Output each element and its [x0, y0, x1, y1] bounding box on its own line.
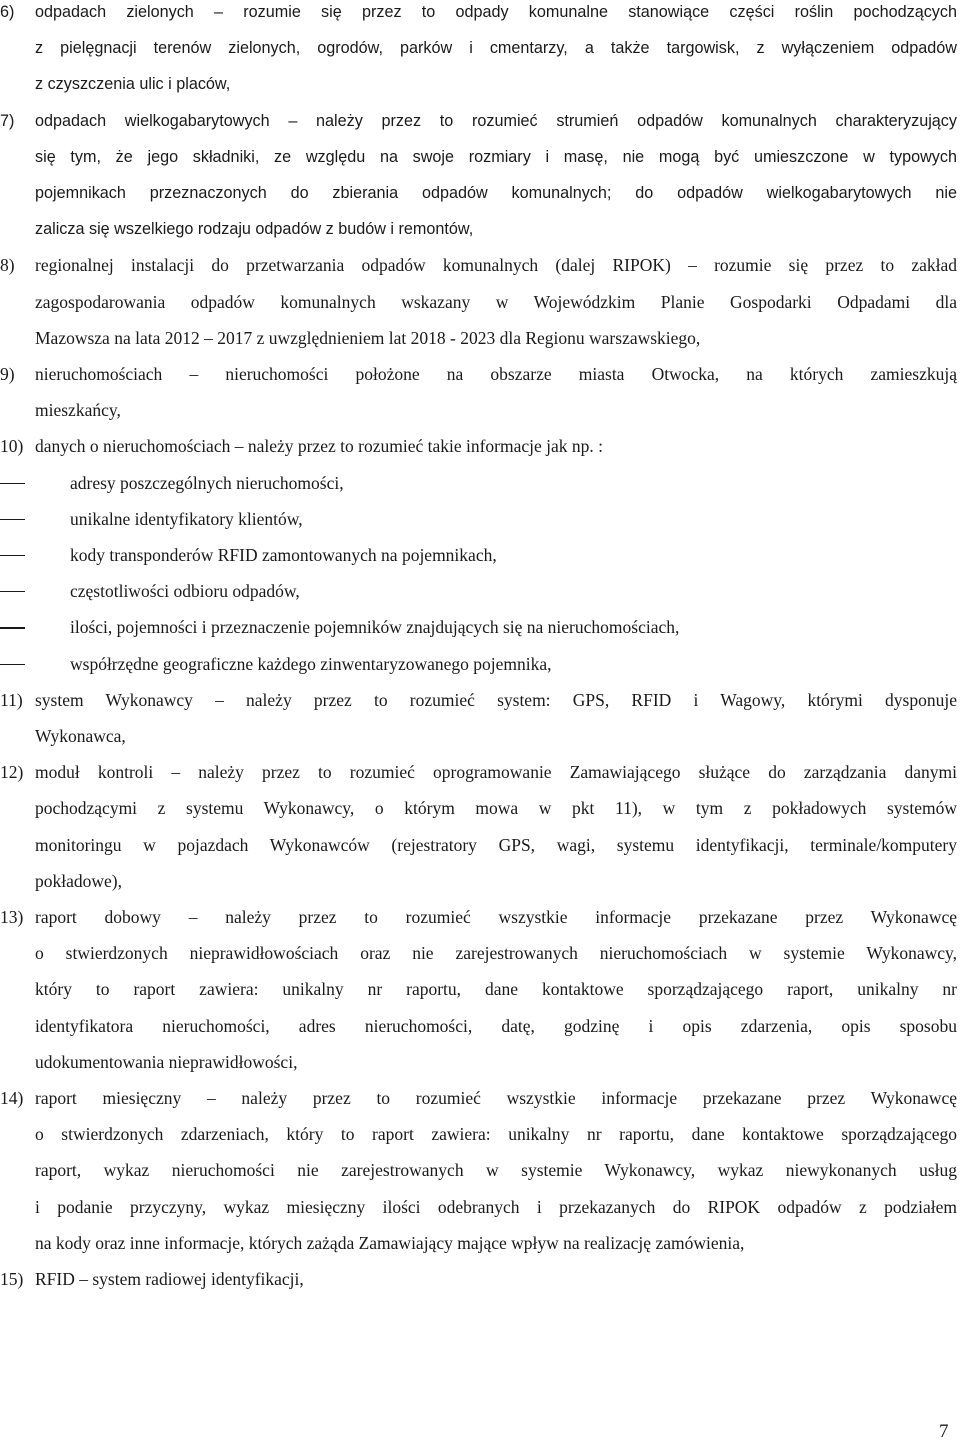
line-text: udokumentowania nieprawidłowości,	[35, 1051, 298, 1072]
item-number: 9)	[0, 364, 15, 384]
bullet-text: częstotliwości odbioru odpadów,	[70, 581, 300, 602]
line-text: Mazowsza na lata 2012 – 2017 z uwzględnieniem lat 2018 - 2023 dla Regionu warszawskiego,	[35, 327, 701, 348]
line-text: monitoringu w pojazdach Wykonawców (rejestratory GPS, wagi, systemu identyfikacji, terminale/komputery	[35, 834, 957, 855]
definition-line	[0, 941, 960, 977]
line-text: pochodzącymi z systemu Wykonawcy, o którym mowa w pkt 11), w tym z pokładowych systemów	[35, 798, 957, 819]
bullet-line	[0, 543, 960, 579]
item-number: 7)	[0, 111, 15, 130]
definition-line	[0, 688, 960, 724]
definition-line	[0, 1050, 960, 1086]
dash-bullet-icon	[0, 555, 25, 556]
definition-line	[0, 362, 960, 398]
line-text: zalicza się wszelkiego rodzaju odpadów z budów i remontów,	[35, 220, 474, 239]
line-text: RFID – system radiowej identyfikacji,	[35, 1269, 304, 1289]
line-text: odpadach zielonych – rozumie się przez to odpady komunalne stanowiące części roślin pochodzących	[35, 3, 957, 21]
definition-line	[0, 181, 960, 217]
line-text: identyfikatora nieruchomości, adres nieruchomości, datę, godzinę i opis zdarzenia, opis sposobu	[35, 1015, 957, 1036]
definition-line	[0, 434, 960, 470]
line-text: raport miesięczny – należy przez to rozumieć wszystkie informacje przekazane przez Wykonawcę	[35, 1088, 957, 1108]
line-text: system Wykonawcy – należy przez to rozumieć system: GPS, RFID i Wagowy, którymi dysponuje	[35, 689, 957, 710]
line-text: danych o nieruchomościach – należy przez to rozumieć takie informacje jak np. :	[35, 436, 604, 457]
line-text: moduł kontroli – należy przez to rozumieć oprogramowanie Zamawiającego służące do zarządzania danymi	[35, 762, 957, 783]
definition-line	[0, 796, 960, 832]
item-number: 11)	[0, 689, 23, 710]
definition-line	[0, 724, 960, 760]
line-text: z pielęgnacji terenów zielonych, ogrodów, parków i cmentarzy, a także targowisk, z wyłączeniem odpadów	[35, 39, 957, 58]
line-text: pokładowe),	[35, 870, 122, 891]
item-number: 14)	[0, 1088, 24, 1108]
line-text: się tym, że jego składniki, ze względu na swoje rozmiary i masę, nie mogą być umieszczone w typowych	[35, 147, 957, 166]
dash-bullet-icon	[0, 591, 25, 592]
definition-line	[0, 1122, 960, 1158]
line-text: pojemnikach przeznaczonych do zbierania odpadów komunalnych; do odpadów wielkogabarytowych nie	[35, 184, 957, 202]
definition-line	[0, 109, 960, 145]
bullet-text: współrzędne geograficzne każdego zinwentaryzowanego pojemnika,	[70, 653, 552, 674]
page-number: 7	[939, 1421, 949, 1442]
line-text: mieszkańcy,	[35, 400, 121, 421]
item-number: 8)	[0, 255, 15, 276]
line-text: raport, wykaz nieruchomości nie zarejestrowanych w systemie Wykonawcy, wykaz niewykonanych usług	[35, 1160, 957, 1181]
bullet-line	[0, 507, 960, 543]
definition-line	[0, 290, 960, 326]
bullet-text: unikalne identyfikatory klientów,	[70, 508, 303, 529]
line-text: na kody oraz inne informacje, których zażąda Zamawiający mające wpływ na realizację zamówienia,	[35, 1232, 745, 1253]
bullet-line	[0, 652, 960, 688]
definition-line	[0, 1014, 960, 1050]
line-text: zagospodarowania odpadów komunalnych wskazany w Wojewódzkim Planie Gospodarki Odpadami dla	[35, 291, 957, 312]
definition-line	[0, 1158, 960, 1194]
line-text: o stwierdzonych zdarzeniach, który to raport zawiera: unikalny nr raportu, dane kontaktowe sporządzającego	[35, 1124, 957, 1145]
definition-line	[0, 1086, 960, 1122]
line-text: o stwierdzonych nieprawidłowościach oraz nie zarejestrowanych nieruchomościach w systemie Wykonawcy,	[35, 943, 957, 964]
item-number: 10)	[0, 436, 24, 457]
dash-bullet-icon	[0, 519, 25, 520]
definition-line	[0, 1231, 960, 1267]
definition-line	[0, 217, 960, 253]
definition-line	[0, 905, 960, 941]
line-text: który to raport zawiera: unikalny nr raportu, dane kontaktowe sporządzającego raport, unikalny nr	[35, 979, 957, 1000]
item-number: 12)	[0, 762, 24, 783]
definition-line	[0, 36, 960, 72]
bullet-line	[0, 471, 960, 507]
definition-line	[0, 0, 960, 36]
line-text: Wykonawca,	[35, 726, 126, 746]
definition-line	[0, 869, 960, 905]
line-text: i podanie przyczyny, wykaz miesięczny ilości odebranych i przekazanych do RIPOK odpadów z podziałem	[35, 1196, 957, 1217]
dash-bullet-icon	[0, 664, 25, 665]
definition-line	[0, 145, 960, 181]
item-number: 15)	[0, 1269, 24, 1289]
definition-line	[0, 833, 960, 869]
dash-bullet-icon	[0, 627, 25, 628]
bullet-text: kody transponderów RFID zamontowanych na pojemnikach,	[70, 545, 497, 565]
dash-bullet-icon	[0, 483, 25, 484]
definition-line	[0, 760, 960, 796]
definition-line	[0, 253, 960, 289]
definition-line	[0, 1195, 960, 1231]
definition-line	[0, 977, 960, 1013]
bullet-text: adresy poszczególnych nieruchomości,	[70, 472, 344, 493]
line-text: z czyszczenia ulic i placów,	[35, 75, 231, 94]
line-text: regionalnej instalacji do przetwarzania odpadów komunalnych (dalej RIPOK) – rozumie się przez to zakład	[35, 255, 957, 276]
bullet-line	[0, 579, 960, 615]
line-text: raport dobowy – należy przez to rozumieć wszystkie informacje przekazane przez Wykonawcę	[35, 907, 957, 927]
line-text: odpadach wielkogabarytowych – należy przez to rozumieć strumień odpadów komunalnych charakteryzujący	[35, 111, 957, 130]
bullet-text: ilości, pojemności i przeznaczenie pojemników znajdujących się na nieruchomościach,	[70, 617, 680, 638]
line-text: nieruchomościach – nieruchomości położone na obszarze miasta Otwocka, na których zamieszkują	[35, 364, 957, 384]
definition-line	[0, 1267, 960, 1303]
definition-line	[0, 326, 960, 362]
item-number: 13)	[0, 907, 24, 927]
definition-line	[0, 398, 960, 434]
item-number: 6)	[0, 3, 15, 21]
definition-line	[0, 72, 960, 108]
bullet-line	[0, 615, 960, 651]
